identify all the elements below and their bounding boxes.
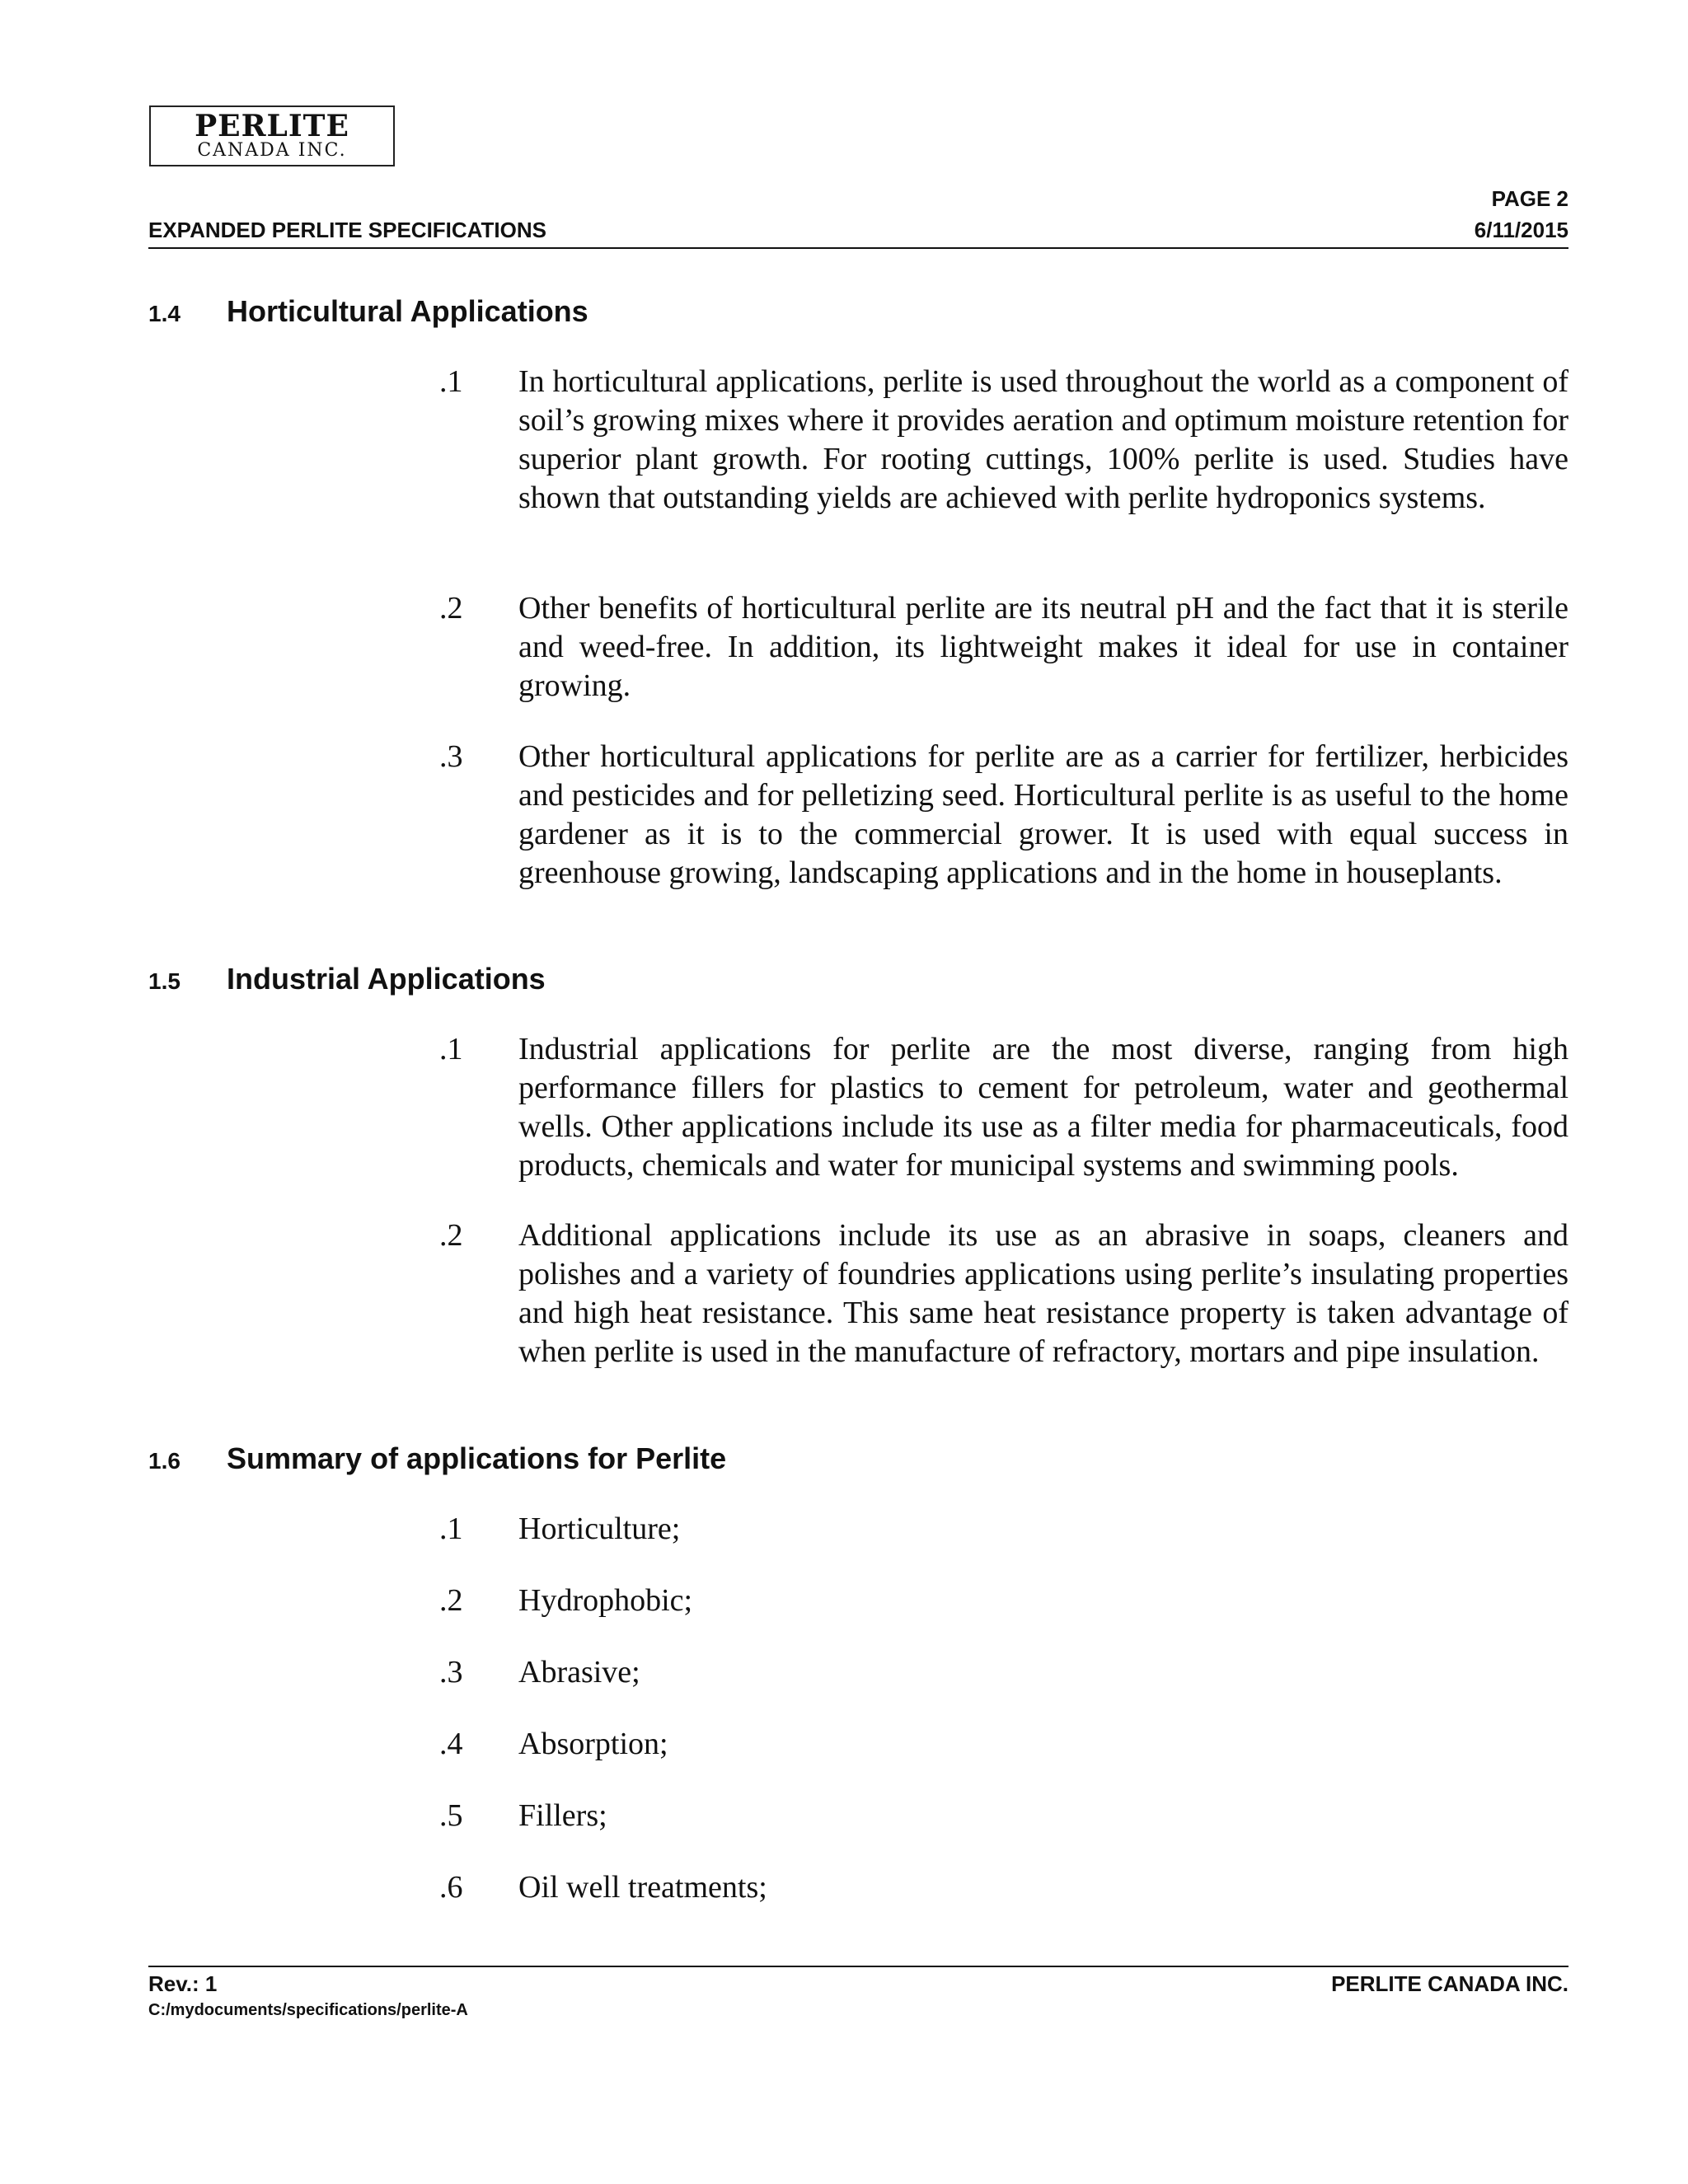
item-text: Absorption;	[518, 1727, 668, 1761]
file-path: C:/mydocuments/specifications/perlite-A	[148, 2001, 468, 2019]
item-text: In horticultural applications, perlite is used throughout the world as a component of soil’s growing mixes where it provides aeration and optimum moisture retention for superior plant growth. For rooting cuttings, 100% perlite is used. Studies have shown that outstanding yields are achieved with perlite hydroponics systems.	[518, 364, 1568, 515]
list-item	[439, 1216, 1568, 1371]
item-number: .4	[439, 1727, 463, 1761]
document-title: EXPANDED PERLITE SPECIFICATIONS	[148, 218, 546, 242]
item-number: .3	[439, 1655, 463, 1690]
section-title: Horticultural Applications	[227, 294, 588, 328]
list-item	[439, 1510, 1568, 1549]
section-title: Summary of applications for Perlite	[227, 1441, 727, 1475]
list-item	[439, 1797, 1568, 1835]
item-number: .5	[439, 1798, 463, 1833]
logo-main-text: PERLITE	[195, 109, 349, 143]
item-text: Industrial applications for perlite are the most diverse, ranging from high performance fillers for plastics to cement for petroleum, water and geothermal wells. Other applications include its use as a filter media for pharmaceuticals, food products, chemicals and water for municipal systems and swimming pools.	[518, 1032, 1568, 1183]
item-number: .1	[439, 364, 463, 399]
item-text: Oil well treatments;	[518, 1870, 767, 1905]
list-item	[439, 589, 1568, 705]
header-rule	[148, 247, 1568, 249]
item-number: .6	[439, 1870, 463, 1905]
list-item	[439, 363, 1568, 518]
section-heading-1-5	[148, 963, 546, 998]
list-item	[439, 1725, 1568, 1764]
item-text: Abrasive;	[518, 1655, 640, 1690]
item-text: Other horticultural applications for perlite are as a carrier for fertilizer, herbicides and pesticides and for pelletizing seed. Horticultural perlite is as useful to the home gardener as it is to the commercial grower. It is used with equal success in greenhouse growing, landscaping applications and in the home in houseplants.	[518, 739, 1568, 890]
footer-company: PERLITE CANADA INC.	[1331, 1971, 1568, 1996]
item-text: Other benefits of horticultural perlite are its neutral pH and the fact that it is sterile and weed-free. In addition, its lightweight makes it ideal for use in container growing.	[518, 591, 1568, 703]
item-number: .3	[439, 739, 463, 774]
list-item	[439, 1653, 1568, 1692]
item-text: Horticulture;	[518, 1511, 681, 1546]
section-number: 1.5	[148, 968, 181, 994]
list-item	[439, 738, 1568, 893]
company-logo	[149, 105, 395, 166]
footer-rule	[148, 1966, 1568, 1967]
list-item	[439, 1868, 1568, 1907]
section-heading-1-4	[148, 295, 588, 330]
item-number: .2	[439, 1583, 463, 1618]
item-number: .2	[439, 591, 463, 626]
page-number: PAGE 2	[1491, 186, 1568, 211]
item-text: Fillers;	[518, 1798, 607, 1833]
list-item	[439, 1582, 1568, 1620]
section-title: Industrial Applications	[227, 962, 546, 996]
item-text: Additional applications include its use as an abrasive in soaps, cleaners and polishes and a variety of foundries applications using perlite’s insulating properties and high heat resistance. This same heat resistance property is taken advantage of when perlite is used in the manufacture of refractory, mortars and pipe insulation.	[518, 1218, 1568, 1369]
list-item	[439, 1030, 1568, 1185]
item-number: .1	[439, 1511, 463, 1546]
item-number: .2	[439, 1218, 463, 1253]
logo-sub-text: CANADA INC.	[197, 140, 347, 161]
section-number: 1.6	[148, 1448, 181, 1474]
item-text: Hydrophobic;	[518, 1583, 693, 1618]
section-number: 1.4	[148, 301, 181, 326]
document-date: 6/11/2015	[1474, 218, 1568, 242]
section-heading-1-6	[148, 1442, 726, 1478]
item-number: .1	[439, 1032, 463, 1066]
revision-label: Rev.: 1	[148, 1971, 218, 1996]
